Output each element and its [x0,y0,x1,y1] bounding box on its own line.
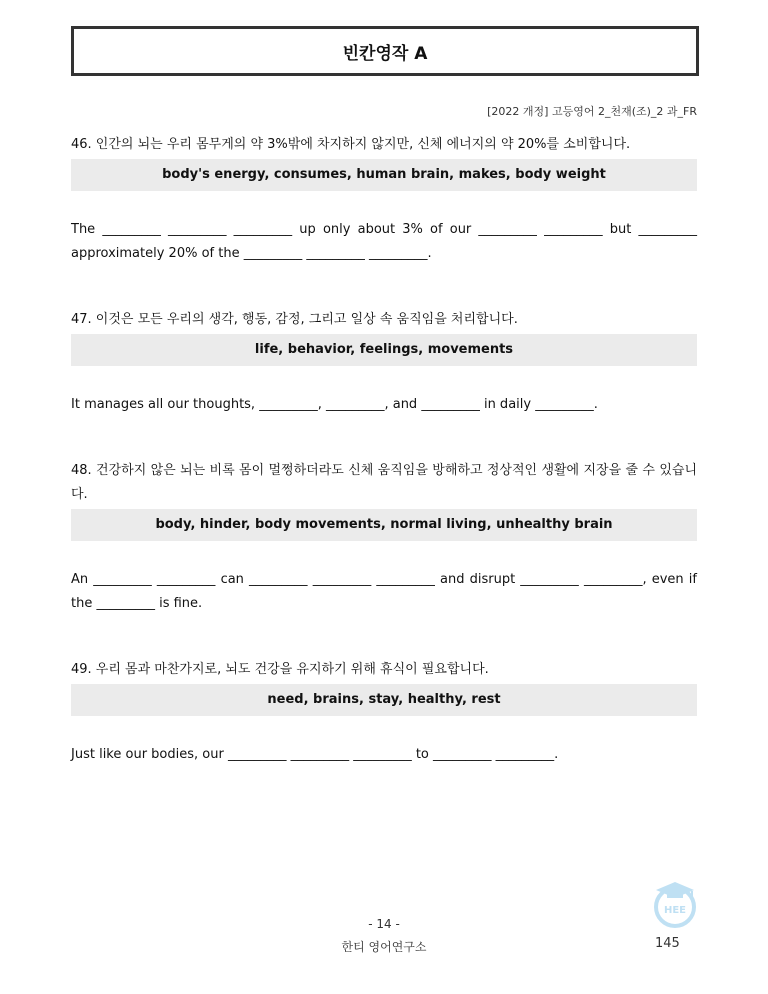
answer-sentence: The _________ _________ _________ up only about 3% of our _________ _________ but _________ approximately 20% of the _________ _________ _________. [71,222,697,261]
word-bank: body, hinder, body movements, normal living, unhealthy brain [71,509,697,541]
logo-text: HEE [663,905,687,916]
question-prompt: 48. 건강하지 않은 뇌는 비록 몸이 멀쩡하더라도 신체 움직임을 방해하고 정상적인 생활에 지장을 줄 수 있습니다. [71,463,697,502]
organization-name: 한티 영어연구소 [341,940,427,954]
question-49 [71,658,697,767]
logo-number: 145 [655,936,680,951]
page-number: - 14 - [368,917,400,931]
question-prompt: 47. 이것은 모든 우리의 생각, 행동, 감정, 그리고 일상 속 움직임을 처리합니다. [71,312,518,327]
question-prompt: 49. 우리 몸과 마찬가지로, 뇌도 건강을 유지하기 위해 휴식이 필요합니다. [71,662,489,677]
answer-sentence: Just like our bodies, our _________ _________ _________ to _________ _________. [71,747,559,762]
page-title: 빈칸영작 A [71,26,699,76]
question-48 [71,459,697,616]
word-bank: life, behavior, feelings, movements [71,334,697,366]
question-46 [71,133,697,266]
answer-sentence: An _________ _________ can _________ _________ _________ and disrupt _________ _________, even if the _________ is fine. [71,572,697,611]
answer-sentence: It manages all our thoughts, _________, _________, and _________ in daily _________. [71,397,598,412]
question-prompt: 46. 인간의 뇌는 우리 몸무게의 약 3%밖에 차지하지 않지만, 신체 에너지의 약 20%를 소비합니다. [71,137,631,152]
word-bank: need, brains, stay, healthy, rest [71,684,697,716]
word-bank: body's energy, consumes, human brain, makes, body weight [71,159,697,191]
source-label: [2022 개정] 고등영어 2_천재(조)_2 과_FR [487,105,697,118]
question-47 [71,308,697,417]
hee-logo-icon [650,878,700,928]
